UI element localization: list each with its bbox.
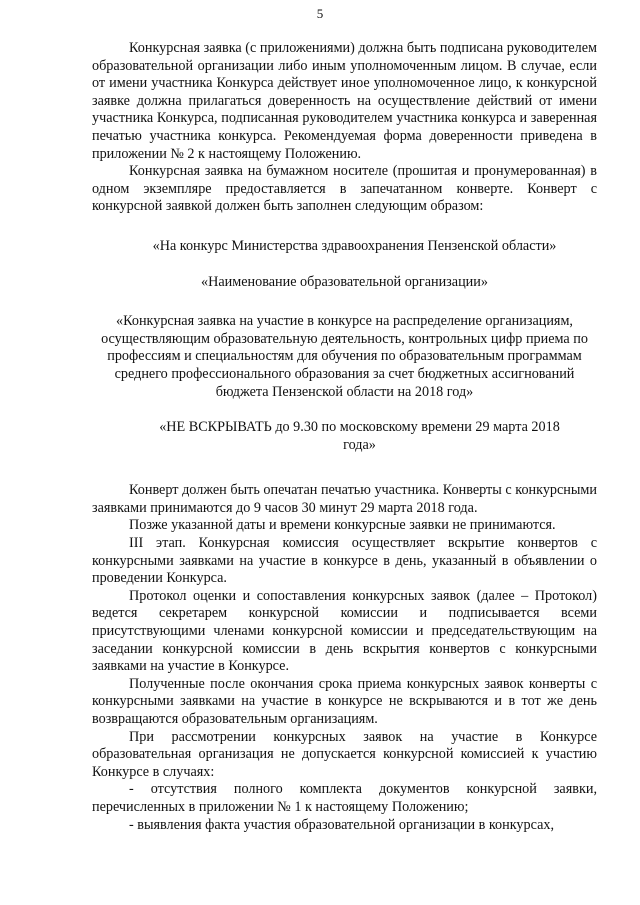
paragraph-late-submissions: Позже указанной даты и времени конкурсные заявки не принимаются. — [129, 517, 556, 534]
list-item-participation: - выявления факта участия образовательной организации в конкурсах, — [129, 816, 555, 833]
paragraph-protocol: Протокол оценки и сопоставления конкурсных заявок (далее – Протокол) ведется секретарем конкурсной комиссии и подписывается всеми присутствующими членами конкурсной комиссии и председательствующим на заседании конкурсной комиссии в день вскрытия конвертов с конкурсными заявками на участие в Конкурсе. — [92, 587, 597, 675]
paragraph-stage-three: III этап. Конкурсная комиссия осуществляет вскрытие конвертов с конкурсными заявками на участие в конкурсе в день, указанный в объявлении о проведении Конкурса. — [92, 535, 597, 587]
paragraph-sealing: Конверт должен быть опечатан печатью участника. Конверты с конкурсными заявками принимаются до 9 часов 30 минут 29 марта 2018 года. — [92, 482, 597, 516]
envelope-subject-line: «Конкурсная заявка на участие в конкурсе на распределение организациям, осуществляющим образовательную деятельность, контрольных цифр приема по профессиям и специальностям для обучения по образовательным программам среднего профессионального образования за счет бюджетных ассигнований бюджета Пензенской области на 2018 год» — [101, 313, 588, 400]
paragraph-envelope-intro: Конкурсная заявка на бумажном носителе (прошитая и пронумерованная) в одном экземпляре предоставляется в запечатанном конверте. Конверт с конкурсной заявкой должен быть заполнен следующим образом: — [92, 163, 597, 215]
paragraph-signature: Конкурсная заявка (с приложениями) должна быть подписана руководителем образовательной организации либо иным уполномоченным лицом. В случае, если от имени участника Конкурса действует иное уполномоченное лицо, к конкурсной заявке должна прилагаться доверенность на осуществление действий от имени участника Конкурса, подписанная руководителем участника конкурса и заверенная печатью участника конкурса. Рекомендуемая форма доверенности приведена в приложении № 2 к настоящему Положению. — [92, 40, 597, 162]
envelope-address-line: «На конкурс Министерства здравоохранения Пензенской области» — [152, 237, 557, 254]
paragraph-rejection-intro: При рассмотрении конкурсных заявок на участие в Конкурсе образовательная организация не допускается конкурсной комиссией к участию Конкурсе в случаях: — [92, 728, 597, 780]
document-body — [92, 40, 597, 834]
page-number: 5 — [316, 6, 324, 21]
list-item-missing-documents: - отсутствия полного комплекта документов конкурсной заявки, перечисленных в приложении № 1 к настоящему Положению; — [92, 781, 597, 815]
envelope-organization-line: «Наименование образовательной организации» — [201, 273, 488, 290]
paragraph-late-envelopes: Полученные после окончания срока приема конкурсных заявок конверты с конкурсными заявками на участие в конкурсе не вскрываются и в тот же день возвращаются образовательным организациям. — [92, 675, 597, 727]
envelope-warning-line: «НЕ ВСКРЫВАТЬ до 9.30 по московскому времени 29 марта 2018 года» — [159, 419, 560, 453]
